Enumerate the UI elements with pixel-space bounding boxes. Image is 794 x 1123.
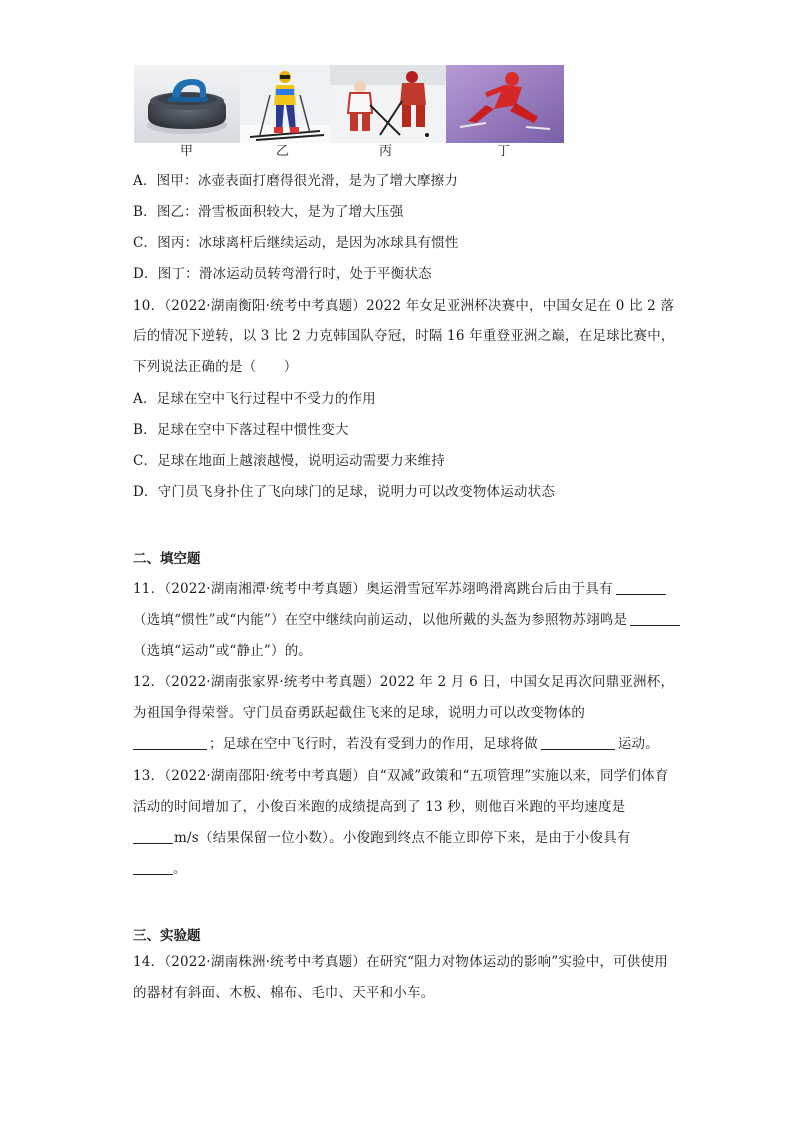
q10-option-a: A．足球在空中飞行过程中不受力的作用 [133,391,376,407]
q10-stem-line3: 下列说法正确的是（ ） [133,359,298,375]
section-experiment-title: 三、实验题 [133,928,201,944]
q12-line2: 为祖国争得荣誉。守门员奋勇跃起截住飞来的足球，说明力可以改变物体的 [133,705,586,721]
caption-yi: 乙 [276,144,290,159]
q11-line3: （选填“运动”或“静止”）的。 [133,643,313,659]
q12-line3-text-a: ；足球在空中飞行时，若没有受到力的作用，足球将做 [209,736,538,752]
q10-option-d: D．守门员飞身扑住了飞向球门的足球，说明力可以改变物体运动状态 [133,484,556,500]
q10-stem-line2: 后的情况下逆转，以 3 比 2 力克韩国队夺冠，时隔 16 年重登亚洲之巅，在足球比赛中， [133,328,675,344]
q10-option-c: C．足球在地面上越滚越慢，说明运动需要力来维持 [133,453,445,469]
q13-line2: 活动的时间增加了，小俊百米跑的成绩提高到了 13 秒，则他百米跑的平均速度是 [133,799,626,815]
section-fill-blank-title: 二、填空题 [133,551,201,567]
q12-blank-1[interactable] [133,735,207,750]
q11-line2-text: （选填“惯性”或“内能”）在空中继续向前运动，以他所戴的头盔为参照物苏翊鸣是 [133,612,628,628]
q11-line2 [133,611,680,629]
q11-line1-text: 11．（2022·湖南湘潭·统考中考真题）奥运滑雪冠军苏翊鸣滑离跳台后由于具有 [133,581,613,597]
q13-blank-1[interactable] [133,829,173,844]
q13-line4-text: 。 [173,861,187,877]
q13-line4 [133,860,187,878]
ice-hockey-image [330,65,446,143]
q9-option-c: C．图丙：冰球离杆后继续运动，是因为冰球具有惯性 [133,235,459,251]
q13-line3 [133,829,631,847]
caption-bing: 丙 [379,144,393,159]
q11-line1 [133,580,666,598]
q12-line1: 12．（2022·湖南张家界·统考中考真题）2022 年 2 月 6 日，中国女足再次问鼎亚洲杯， [133,674,675,690]
q9-option-b: B．图乙：滑雪板面积较大，是为了增大压强 [133,204,404,220]
q11-blank-1[interactable] [616,580,666,595]
caption-jia: 甲 [180,144,194,159]
q10-stem-line1: 10．（2022·湖南衡阳·统考中考真题）2022 年女足亚洲杯决赛中，中国女足在 0 比 2 落 [133,298,675,314]
q9-option-d: D．图丁：滑冰运动员转弯滑行时，处于平衡状态 [133,266,432,282]
speed-skater-image [446,65,564,143]
curling-stone-image [134,65,240,143]
q13-blank-2[interactable] [133,860,173,875]
caption-ding: 丁 [497,144,511,159]
q14-line1: 14．（2022·湖南株洲·统考中考真题）在研究“阻力对物体运动的影响”实验中，可供使用 [133,954,668,970]
q12-blank-2[interactable] [541,735,615,750]
figure-strip [134,65,564,143]
q14-line2: 的器材有斜面、木板、棉布、毛巾、天平和小车。 [133,985,435,1001]
q10-option-b: B．足球在空中下落过程中惯性变大 [133,422,349,438]
q12-line3-text-b: 运动。 [617,736,659,752]
q12-line3 [133,735,659,753]
skier-image [240,65,330,143]
q13-line1: 13．（2022·湖南邵阳·统考中考真题）自“双减”政策和“五项管理”实施以来，同学们体育 [133,768,669,784]
q11-blank-2[interactable] [630,611,680,626]
q13-line3-text: m/s（结果保留一位小数）。小俊跑到终点不能立即停下来，是由于小俊具有 [174,830,631,846]
q9-option-a: A．图甲：冰壶表面打磨得很光滑，是为了增大摩擦力 [133,173,459,189]
